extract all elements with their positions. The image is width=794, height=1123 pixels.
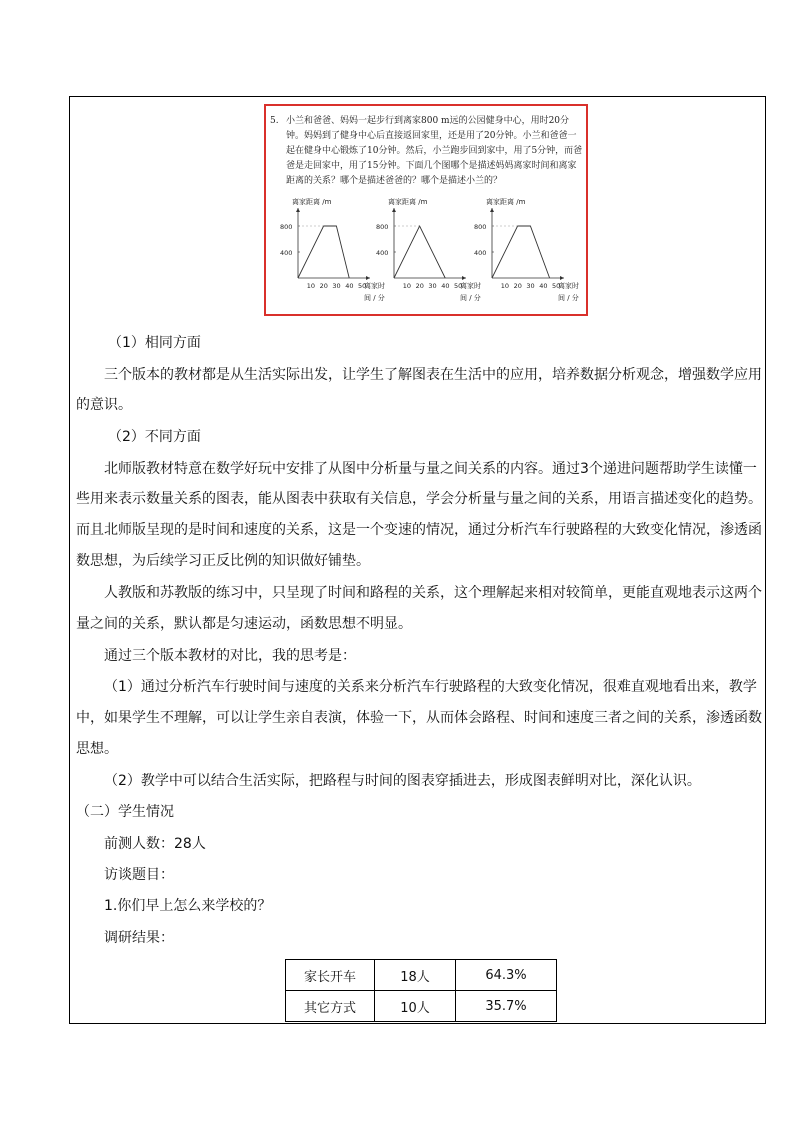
y-axis-arrow-icon <box>490 208 494 212</box>
x-axis-label: 间 / 分 <box>364 294 385 302</box>
students-heading: （二）学生情况 <box>76 804 174 820</box>
diff-paragraph-line: 量之间的关系，默认都是匀速运动，函数思想不明显。 <box>76 616 412 632</box>
table-cell: 家长开车 <box>286 960 375 991</box>
graph-3 <box>474 197 579 302</box>
results-label: 调研结果： <box>104 930 174 946</box>
table-cell: 18人 <box>375 960 456 991</box>
x-tick-label: 10 <box>500 282 510 290</box>
y-tick-label: 800 <box>474 223 487 231</box>
diff-paragraph-line: 北师版教材特意在数学好玩中安排了从图中分析量与量之间关系的内容。通过3个递进问题帮助学生读懂一 <box>104 461 757 477</box>
y-tick-label: 800 <box>376 223 389 231</box>
graphs-svg <box>266 194 586 314</box>
series-line <box>492 226 550 278</box>
x-tick-label: 50 <box>552 282 561 290</box>
table-cell: 35.7% <box>456 991 557 1022</box>
think-line: 中，如果学生不理解，可以让学生亲自表演，体验一下，从而体会路程、时间和速度三者之间的关系，渗透函数 <box>76 710 762 726</box>
y-axis-label: 离家距离 /m <box>388 198 428 206</box>
x-tick-label: 40 <box>345 282 354 290</box>
table-row <box>286 960 557 991</box>
think-line: （1）通过分析汽车行驶时间与速度的关系来分析汽车行驶路程的大致变化情况，很难直观地看出来，教学 <box>104 679 757 695</box>
x-axis-arrow-icon <box>462 276 466 280</box>
diff-paragraph-line: 而且北师版呈现的是时间和速度的关系，这是一个变速的情况，通过分析汽车行驶路程的大致变化情况，渗透函 <box>76 522 762 538</box>
table-cell: 其它方式 <box>286 991 375 1022</box>
x-tick-label: 10 <box>306 282 316 290</box>
y-tick-label: 400 <box>376 249 389 257</box>
graph-2 <box>376 197 481 302</box>
x-axis-arrow-icon <box>560 276 564 280</box>
x-axis-label: 离家时 <box>558 282 579 290</box>
x-axis-arrow-icon <box>366 276 370 280</box>
y-tick-label: 400 <box>474 249 487 257</box>
y-axis-arrow-icon <box>392 208 396 212</box>
x-axis-label: 间 / 分 <box>558 294 579 302</box>
x-tick-label: 50 <box>454 282 463 290</box>
x-tick-label: 30 <box>526 282 535 290</box>
graph-1 <box>280 197 385 302</box>
think-intro: 通过三个版本教材的对比，我的思考是： <box>104 648 356 664</box>
y-axis-label: 离家距离 /m <box>486 198 526 206</box>
question-1: 1.你们早上怎么来学校的？ <box>104 898 272 914</box>
x-axis-label: 离家时 <box>364 282 385 290</box>
diff-heading: （2）不同方面 <box>108 429 201 445</box>
y-tick-label: 400 <box>280 249 293 257</box>
interview-label: 访谈题目： <box>104 867 174 883</box>
textbook-figure <box>264 104 588 316</box>
x-tick-label: 30 <box>428 282 437 290</box>
problem-statement <box>272 114 584 189</box>
series-line <box>394 226 445 278</box>
table-cell: 64.3% <box>456 960 557 991</box>
x-tick-label: 10 <box>402 282 412 290</box>
x-tick-label: 20 <box>319 282 328 290</box>
problem-number: 5. <box>270 116 279 126</box>
same-paragraph-line: 的意识。 <box>76 397 132 413</box>
series-line <box>298 226 349 278</box>
x-tick-label: 40 <box>441 282 450 290</box>
problem-text: 小兰和爸爸、妈妈一起步行到离家800 m远的公园健身中心，用时20分钟。妈妈到了健身中心后直接返回家里，还是用了20分钟。小兰和爸爸一起在健身中心锻炼了10分钟。然后，小兰跑步回到家中，用了5分钟，而爸爸是走回家中，用了15分钟。下面几个图哪个是描述妈妈离家时间和离家距离的关系？哪个是描述爸爸的？哪个是描述小兰的？ <box>286 116 583 186</box>
x-tick-label: 20 <box>513 282 522 290</box>
diff-paragraph-line: 数思想，为后续学习正反比例的知识做好铺垫。 <box>76 553 370 569</box>
x-tick-label: 30 <box>332 282 341 290</box>
table-cell: 10人 <box>375 991 456 1022</box>
y-tick-label: 800 <box>280 223 293 231</box>
y-axis-label: 离家距离 /m <box>292 198 332 206</box>
pretest-count: 前测人数：28人 <box>104 836 206 852</box>
diff-paragraph-line: 人教版和苏教版的练习中，只呈现了时间和路程的关系，这个理解起来相对较简单，更能直观地表示这两个 <box>104 585 762 601</box>
same-paragraph-line: 三个版本的教材都是从生活实际出发，让学生了解图表在生活中的应用，培养数据分析观念，增强数学应用 <box>104 367 762 383</box>
y-axis-arrow-icon <box>296 208 300 212</box>
x-tick-label: 40 <box>539 282 548 290</box>
think-line: 思想。 <box>76 741 118 757</box>
x-tick-label: 20 <box>415 282 424 290</box>
diff-paragraph-line: 些用来表示数量关系的图表，能从图表中获取有关信息，学会分析量与量之间的关系，用语言描述变化的趋势。 <box>76 491 762 507</box>
x-axis-label: 离家时 <box>460 282 481 290</box>
same-heading: （1）相同方面 <box>108 335 201 351</box>
x-tick-label: 50 <box>358 282 367 290</box>
think-line: （2）教学中可以结合生活实际，把路程与时间的图表穿插进去，形成图表鲜明对比，深化认识。 <box>104 773 701 789</box>
x-axis-label: 间 / 分 <box>460 294 481 302</box>
table-row <box>286 991 557 1022</box>
survey-table <box>285 959 557 1022</box>
